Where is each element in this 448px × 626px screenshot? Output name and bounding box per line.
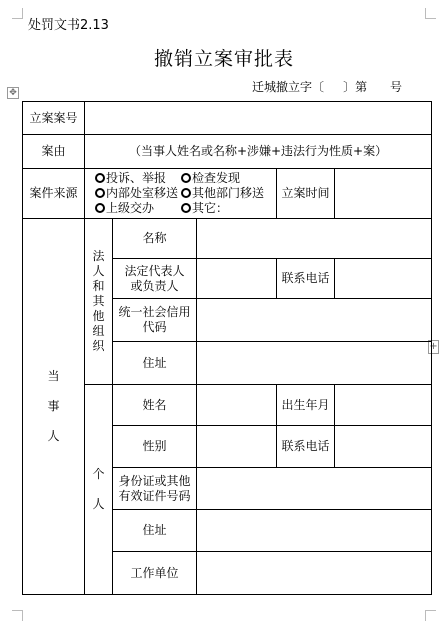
person-name-label: 姓名: [113, 385, 197, 426]
entity-phone-field[interactable]: [335, 259, 432, 299]
table-row: [23, 385, 432, 426]
option-bullet-icon: [95, 203, 105, 213]
page-corner-mark: [425, 8, 436, 19]
option-bullet-icon: [181, 173, 191, 183]
page-corner-mark: [12, 8, 23, 19]
representative-label: 法定代表人 或负责人: [113, 259, 197, 299]
source-option[interactable]: 检查发现: [181, 171, 240, 186]
employer-field[interactable]: [197, 552, 432, 595]
id-number-label: 身份证或其他 有效证件号码: [113, 468, 197, 510]
cause-hint-text: （当事人姓名或名称+涉嫌+违法行为性质+案）: [128, 144, 388, 158]
birth-date-label: 出生年月: [277, 385, 335, 426]
source-option[interactable]: 投诉、举报: [95, 171, 181, 186]
option-bullet-icon: [181, 203, 191, 213]
person-address-field[interactable]: [197, 510, 432, 552]
source-options: [85, 169, 277, 219]
filing-time-field[interactable]: [335, 169, 432, 219]
case-number-field[interactable]: [85, 102, 432, 135]
party-group-label: 当 事 人: [23, 219, 85, 595]
case-number-label: 立案案号: [23, 102, 85, 135]
entity-name-label: 名称: [113, 219, 197, 259]
person-phone-field[interactable]: [335, 426, 432, 468]
entity-address-label: 住址: [113, 342, 197, 385]
approval-form-table: [22, 101, 432, 595]
source-option[interactable]: 其它：: [181, 201, 228, 216]
filing-time-label: 立案时间: [277, 169, 335, 219]
table-move-handle-icon[interactable]: ✥: [7, 87, 19, 99]
representative-field[interactable]: [197, 259, 277, 299]
cause-label: 案由: [23, 135, 85, 169]
table-row: [23, 219, 432, 259]
table-row: [23, 102, 432, 135]
source-label: 案件来源: [23, 169, 85, 219]
individual-group-label: 个 人: [85, 385, 113, 595]
page-corner-mark: [12, 610, 23, 621]
page-title: 撤销立案审批表: [153, 48, 294, 70]
entity-phone-label: 联系电话: [277, 259, 335, 299]
gender-field[interactable]: [197, 426, 277, 468]
credit-code-field[interactable]: [197, 299, 432, 342]
cause-field[interactable]: [85, 135, 432, 169]
entity-address-field[interactable]: [197, 342, 432, 385]
person-address-label: 住址: [113, 510, 197, 552]
document-number: 迁城撤立字〔 〕第 号: [252, 80, 402, 94]
page-corner-mark: [425, 610, 436, 621]
table-add-column-icon[interactable]: +: [429, 341, 438, 352]
legal-entity-group-label: 法 人 和 其 他 组 织: [85, 219, 113, 385]
option-bullet-icon: [181, 188, 191, 198]
credit-code-label: 统一社会信用 代码: [113, 299, 197, 342]
document-id: 处罚文书2.13: [28, 18, 109, 33]
gender-label: 性别: [113, 426, 197, 468]
option-bullet-icon: [95, 188, 105, 198]
option-bullet-icon: [95, 173, 105, 183]
birth-date-field[interactable]: [335, 385, 432, 426]
source-option[interactable]: 上级交办: [95, 201, 181, 216]
table-row: [23, 169, 432, 219]
person-phone-label: 联系电话: [277, 426, 335, 468]
person-name-field[interactable]: [197, 385, 277, 426]
table-row: [23, 135, 432, 169]
source-option[interactable]: 内部处室移送: [95, 186, 181, 201]
id-number-field[interactable]: [197, 468, 432, 510]
entity-name-field[interactable]: [197, 219, 432, 259]
employer-label: 工作单位: [113, 552, 197, 595]
source-option[interactable]: 其他部门移送: [181, 186, 264, 201]
